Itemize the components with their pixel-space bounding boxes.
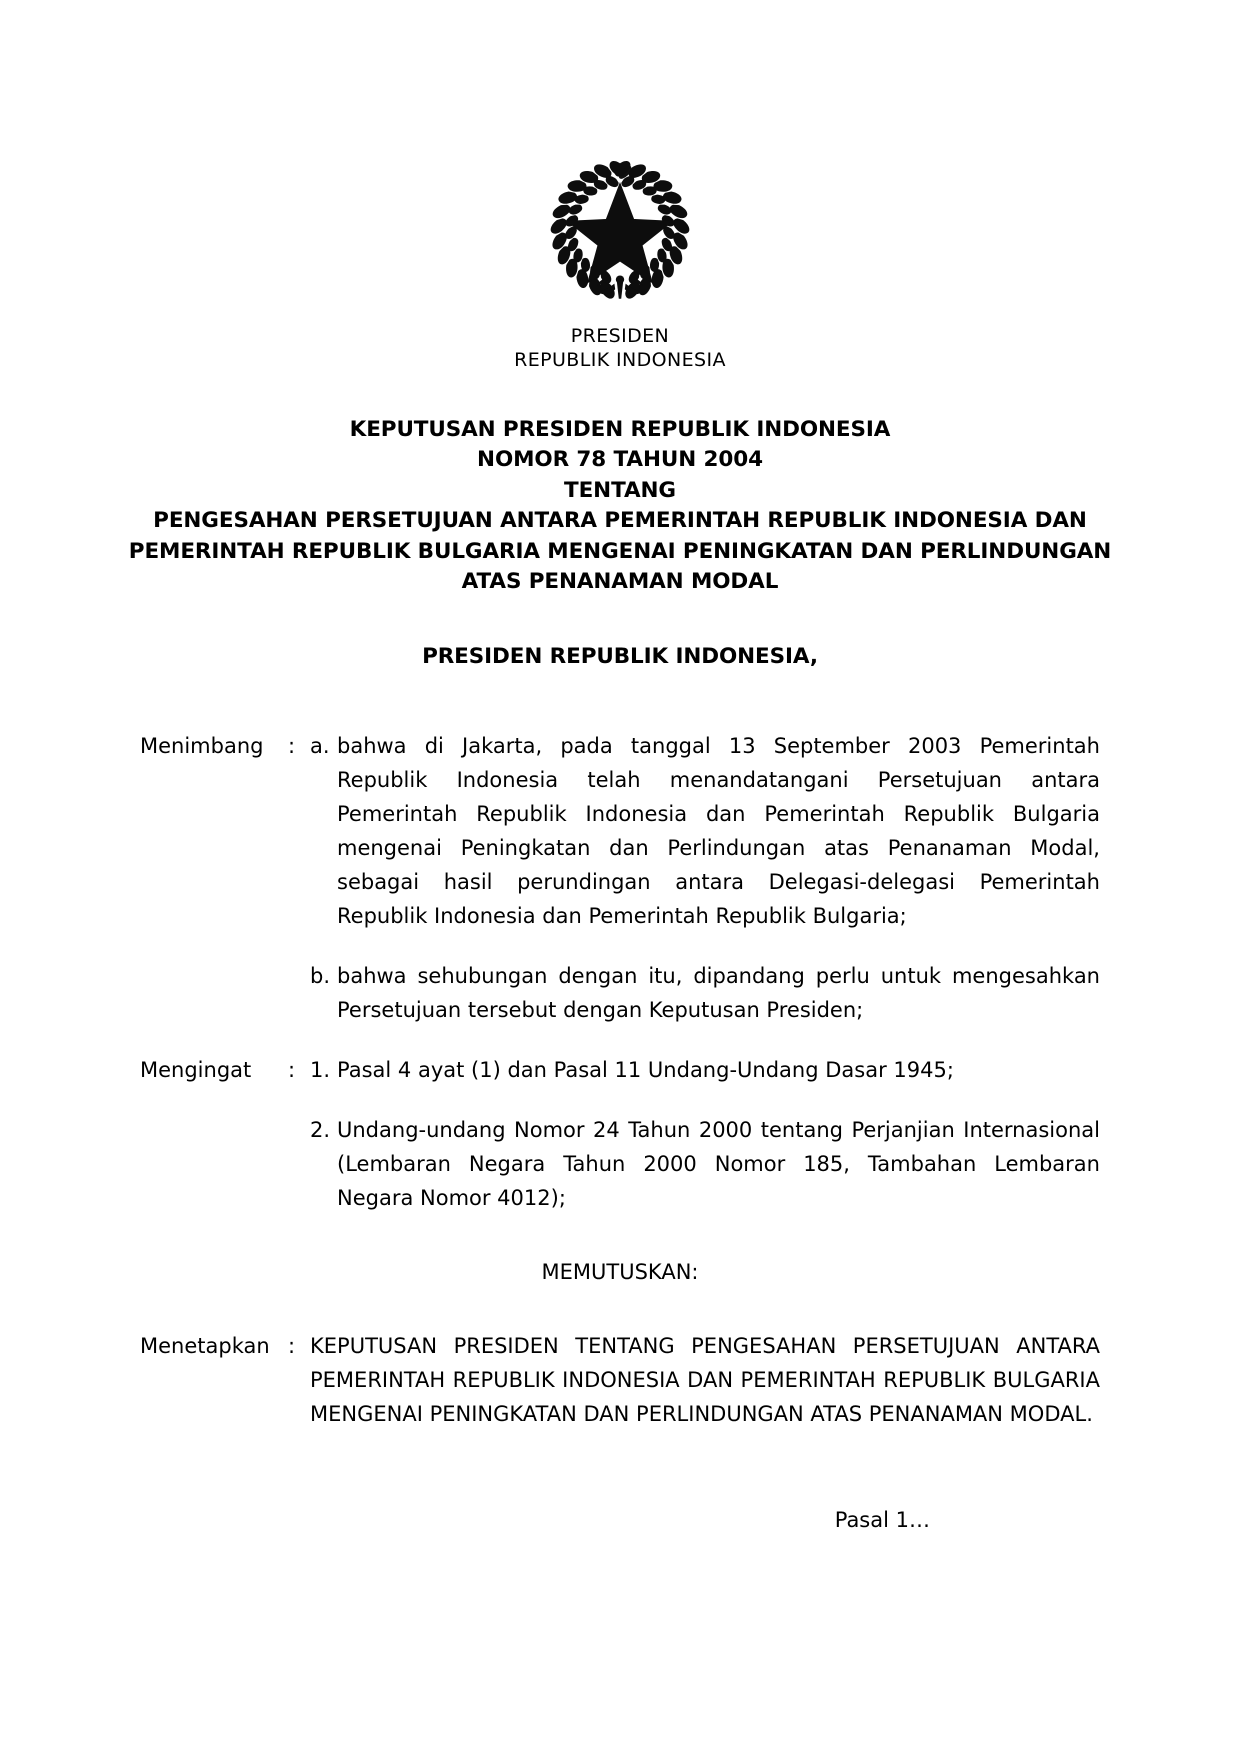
- page-continuation: Pasal 1…: [834, 1507, 930, 1532]
- title-line-2-number: NOMOR 78 TAHUN 2004: [477, 447, 763, 473]
- list-item: [310, 959, 1100, 1027]
- item-text-1: Pasal 4 ayat (1) dan Pasal 11 Undang-Undang Dasar 1945;: [337, 1057, 954, 1082]
- item-marker-1: 1.: [310, 1057, 331, 1082]
- emblem-block: [0, 0, 1240, 373]
- clause-label-menetapkan: Menetapkan: [140, 1333, 270, 1358]
- list-item: [310, 729, 1100, 933]
- emblem-caption-line-1: PRESIDEN: [570, 325, 670, 347]
- clause-label-menimbang: Menimbang: [140, 733, 264, 758]
- title-line-3-tentang: TENTANG: [564, 477, 676, 503]
- title-line-6: ATAS PENANAMAN MODAL: [461, 569, 779, 595]
- title-line-4: PENGESAHAN PERSETUJUAN ANTARA PEMERINTAH REPUBLIK INDONESIA DAN: [153, 508, 1087, 534]
- document-subtitle: PRESIDEN REPUBLIK INDONESIA,: [422, 643, 818, 669]
- item-text-b: bahwa sehubungan dengan itu, dipandang perlu untuk mengesahkan Persetujuan tersebut dengan Keputusan Presiden;: [337, 963, 1100, 1022]
- clause-label-mengingat: Mengingat: [140, 1057, 252, 1082]
- list-item: [310, 1113, 1100, 1215]
- item-marker-b: b.: [310, 963, 331, 988]
- clause-menetapkan: [140, 1329, 1100, 1431]
- memutuskan-heading: MEMUTUSKAN:: [541, 1259, 699, 1284]
- indonesia-presidential-seal-icon: [540, 150, 700, 310]
- clause-items-menimbang: [310, 729, 1100, 1027]
- item-text-a: bahwa di Jakarta, pada tanggal 13 September 2003 Pemerintah Republik Indonesia telah menandatangani Persetujuan antara Pemerintah Republik Indonesia dan Pemerintah Republik Bulgaria mengenai Peningkatan dan Perlindungan atas Penanaman Modal, sebagai hasil perundingan antara Delegasi-delegasi Pemerintah Republik Indonesia dan Pemerintah Republik Bulgaria;: [337, 733, 1100, 928]
- clause-colon-menimbang: :: [288, 733, 296, 758]
- item-marker-a: a.: [310, 733, 330, 758]
- item-text-2: Undang-undang Nomor 24 Tahun 2000 tentang Perjanjian Internasional (Lembaran Negara Tahun 2000 Nomor 185, Tambahan Lembaran Negara Nomor 4012);: [337, 1117, 1100, 1210]
- item-marker-2: 2.: [310, 1117, 331, 1142]
- title-line-1: KEPUTUSAN PRESIDEN REPUBLIK INDONESIA: [349, 416, 891, 442]
- emblem-caption: [514, 324, 726, 373]
- clause-items-mengingat: [310, 1053, 1100, 1215]
- document-title: [0, 415, 1240, 598]
- title-line-5: PEMERINTAH REPUBLIK BULGARIA MENGENAI PENINGKATAN DAN PERLINDUNGAN: [128, 538, 1112, 564]
- list-item: [310, 1053, 1100, 1087]
- clause-menimbang: [140, 729, 1100, 1027]
- clause-text-menetapkan: KEPUTUSAN PRESIDEN TENTANG PENGESAHAN PERSETUJUAN ANTARA PEMERINTAH REPUBLIK INDONESIA DAN PEMERINTAH REPUBLIK BULGARIA MENGENAI PENINGKATAN DAN PERLINDUNGAN ATAS PENANAMAN MODAL.: [310, 1333, 1100, 1426]
- document-body: [0, 729, 1240, 1537]
- emblem-caption-line-2: REPUBLIK INDONESIA: [514, 349, 726, 372]
- clause-colon-mengingat: :: [288, 1057, 296, 1082]
- clause-colon-menetapkan: :: [288, 1333, 296, 1358]
- clause-mengingat: [140, 1053, 1100, 1215]
